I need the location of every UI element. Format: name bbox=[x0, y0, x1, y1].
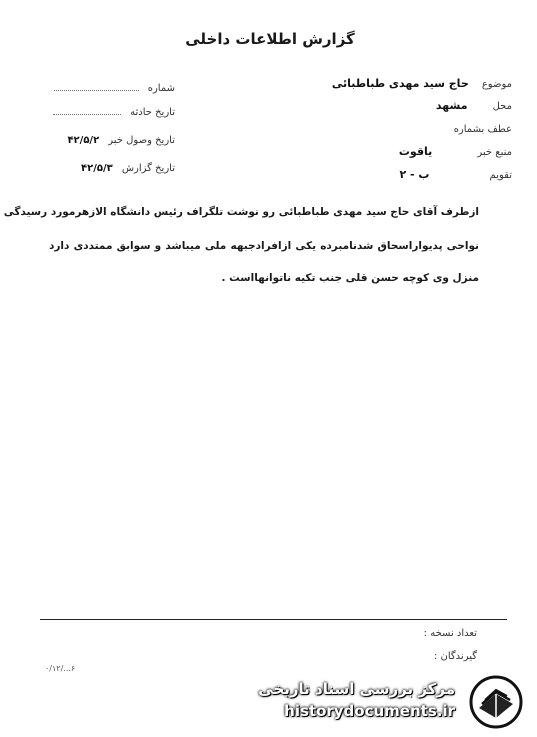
report-date-row bbox=[35, 156, 175, 175]
book-logo-icon bbox=[465, 674, 527, 730]
evaluation-label: تقویم bbox=[489, 170, 512, 181]
footer-rule bbox=[40, 619, 507, 620]
body-line-3: منزل وی کوچه حسن قلی جنب تکیه ناتوانهااست . bbox=[221, 272, 479, 284]
source-label: منبع خبر bbox=[477, 147, 512, 158]
body-line-1: ازطرف آقای حاج سید مهدی طباطبائی رو نوشت تلگراف رئیس دانشگاه الازهرمورد رسیدگی bbox=[3, 206, 479, 218]
recipients-label: گیرندگان : bbox=[433, 651, 477, 662]
source-row bbox=[277, 140, 512, 159]
subject-label: موضوع bbox=[481, 79, 512, 90]
source-value: یاقوت bbox=[398, 145, 433, 158]
event-date-row bbox=[35, 100, 175, 119]
subject-row bbox=[277, 72, 512, 91]
number-label: شماره bbox=[147, 83, 175, 94]
subject-value: حاج سید مهدی طباطبائی bbox=[331, 77, 469, 90]
reference-row bbox=[277, 117, 512, 136]
reference-label: عطف بشماره bbox=[453, 124, 512, 135]
location-label: محل bbox=[492, 101, 512, 112]
watermark-url: historydocuments.ir bbox=[284, 702, 455, 720]
form-code: ۰/۱۲/...۶ bbox=[45, 664, 76, 673]
evaluation-value: ب - ۲ bbox=[399, 168, 430, 181]
location-value: مشهد bbox=[435, 99, 468, 112]
report-date-label: تاریخ گزارش bbox=[121, 163, 175, 174]
body-line-2: نواحی پدیواراسحاق شدنامبرده یکی ازافرادجبهه ملی میباشد و سوابق ممتددی دارد bbox=[49, 240, 479, 252]
received-date-row bbox=[35, 128, 175, 147]
received-date-label: تاریخ وصول خبر bbox=[108, 135, 175, 146]
document-title: گزارش اطلاعات داخلی bbox=[185, 30, 355, 48]
watermark-name: مرکز بررسی اسناد تاریخی bbox=[258, 680, 455, 698]
report-date-value: ۴۲/۵/۳ bbox=[81, 163, 113, 174]
number-dots bbox=[54, 90, 139, 91]
event-date-dots bbox=[53, 114, 121, 115]
received-date-value: ۴۲/۵/۲ bbox=[67, 135, 100, 146]
number-row bbox=[35, 76, 175, 95]
watermark bbox=[238, 672, 533, 732]
copies-label: تعداد نسخه : bbox=[423, 628, 477, 639]
evaluation-row bbox=[277, 163, 512, 182]
location-row bbox=[277, 94, 512, 113]
event-date-label: تاریخ حادثه bbox=[130, 107, 175, 118]
